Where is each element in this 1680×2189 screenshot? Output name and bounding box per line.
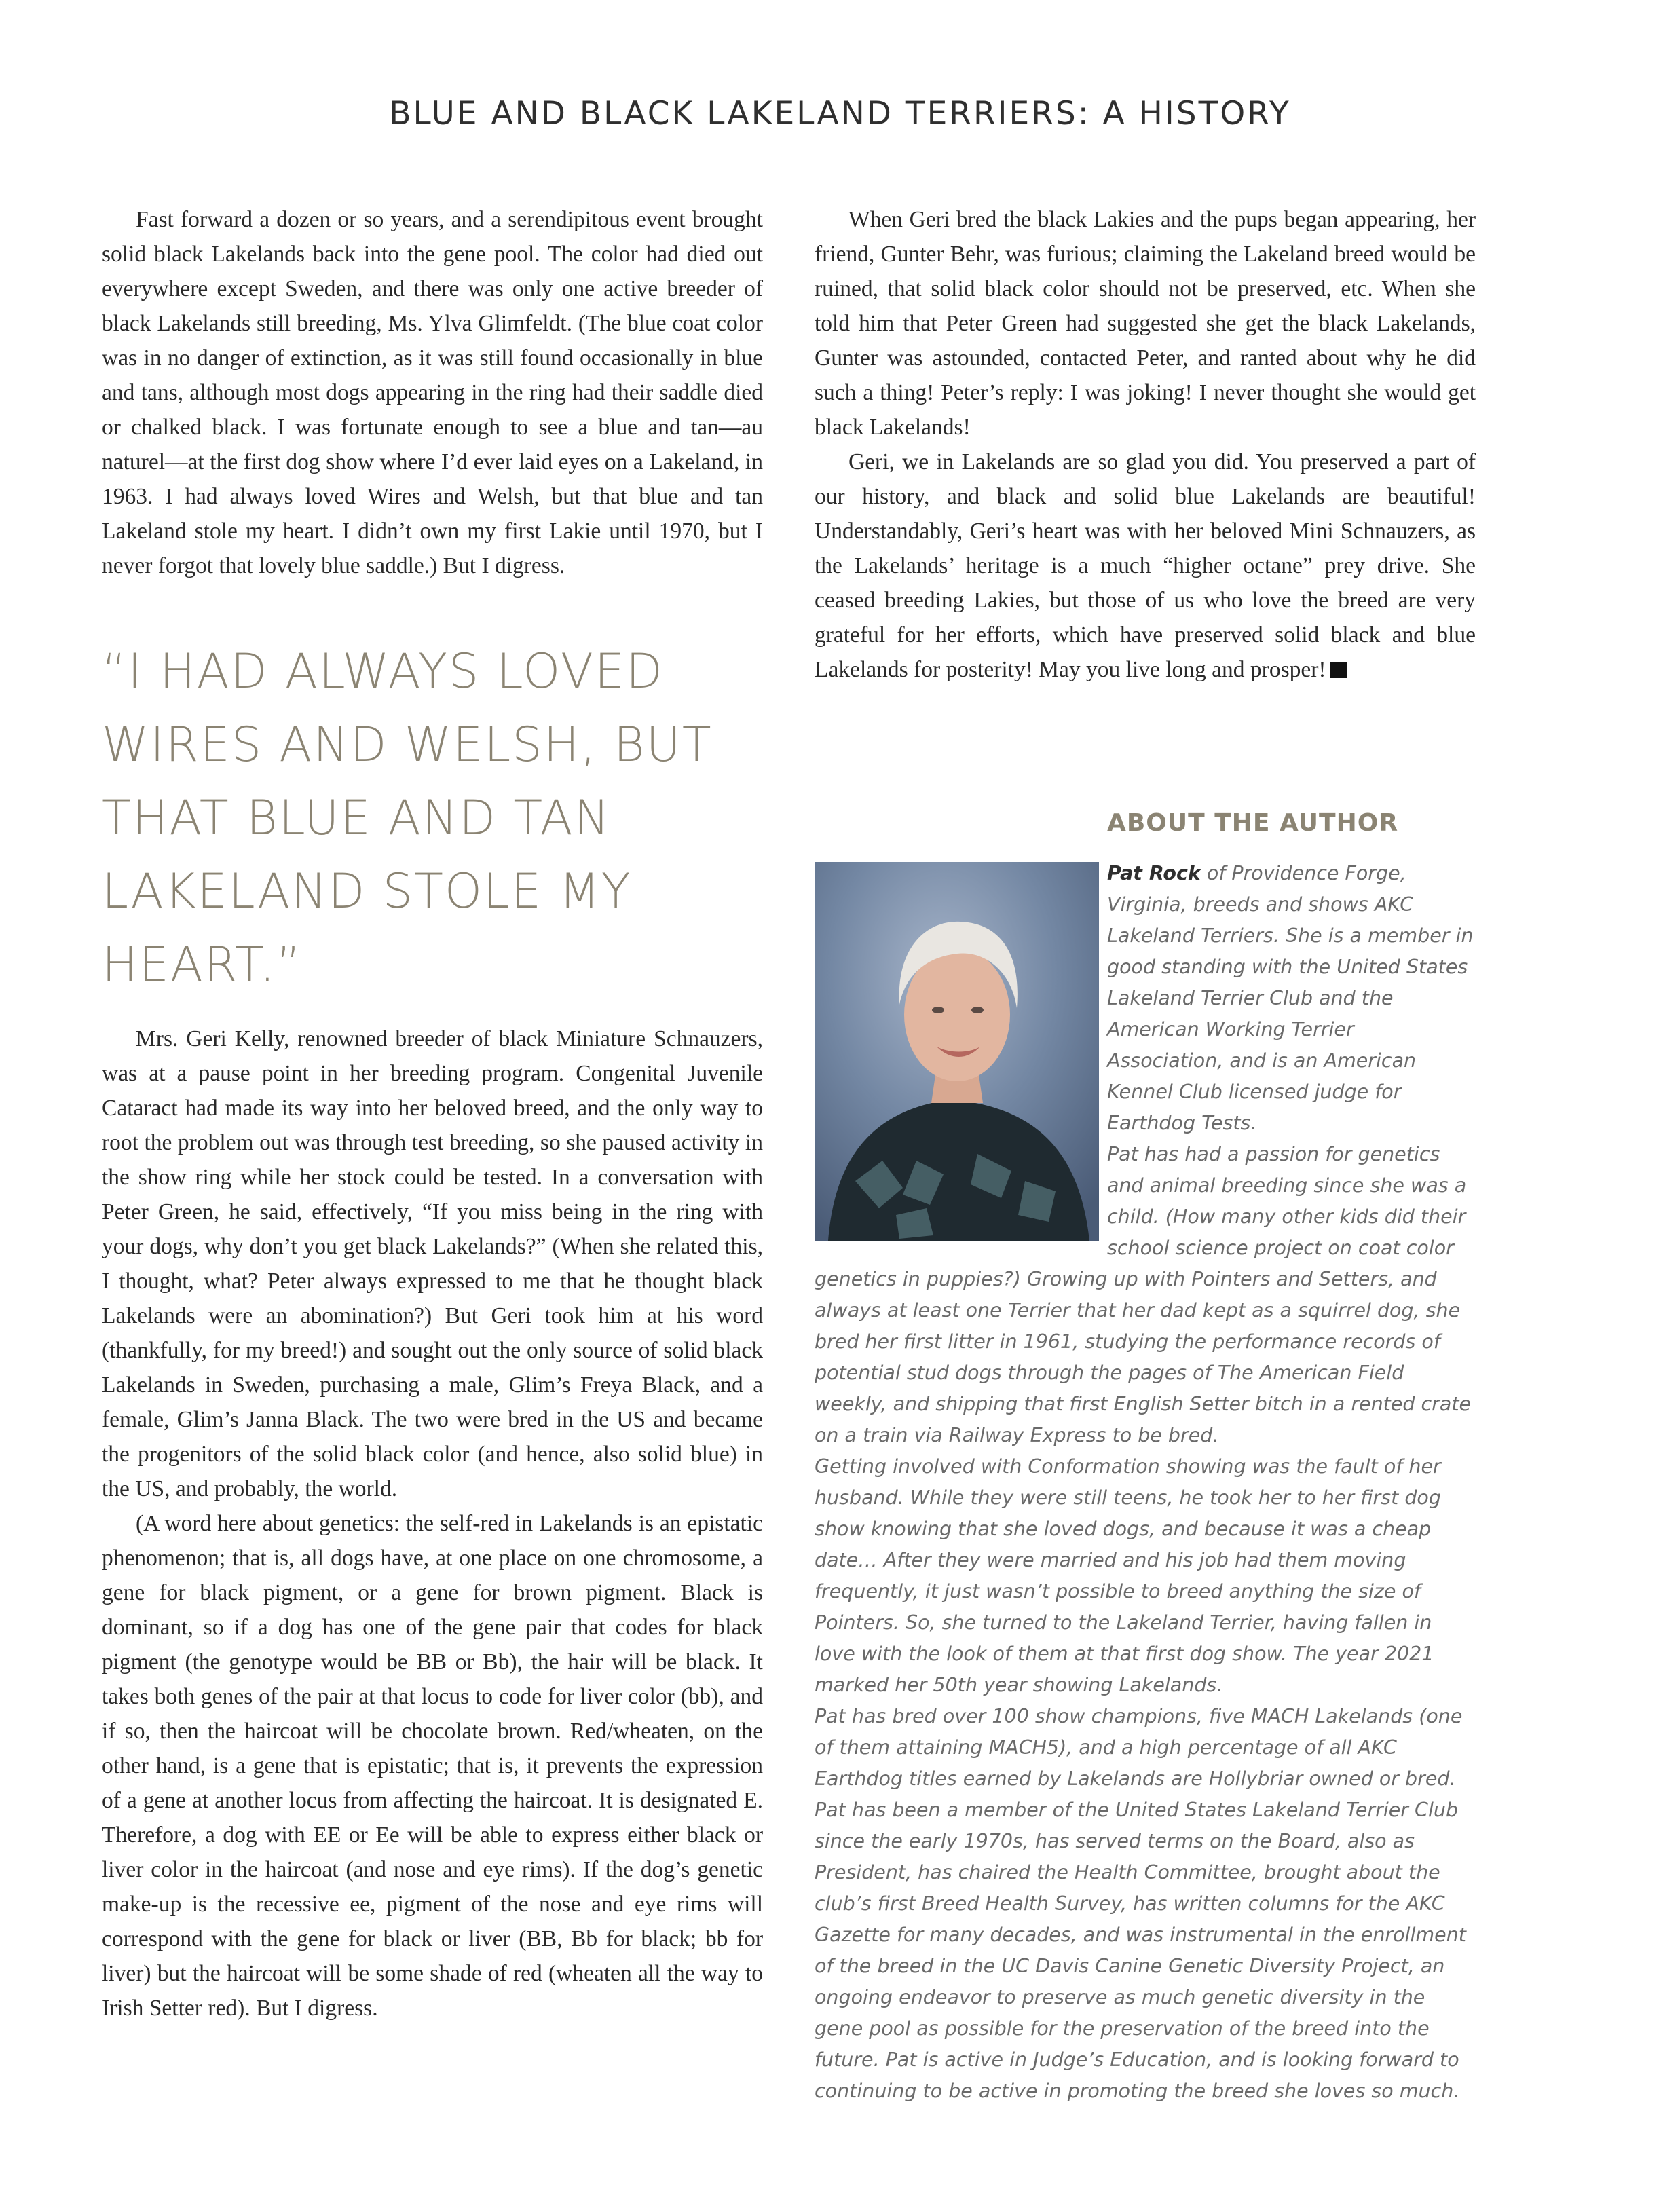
author-bio [815, 858, 1476, 2107]
bio-paragraph: Pat has had a passion for genetics and animal breeding since she was a child. (How many other kids did their school science project on coat color genetics in puppies?) Growing up with Pointers and Setters, and always at least one Terrier that her dad kept as a squirrel dog, she bred her first litter in 1961, studying the performance records of potential stud dogs through the pages of The American Field weekly, and shipping that first English Setter bitch in a rented crate on a train via Railway Express to be bred. [815, 1143, 1472, 1446]
about-author-heading: ABOUT THE AUTHOR [1107, 809, 1399, 837]
paragraph: (A word here about genetics: the self-red in Lakelands is an epistatic phenomenon; that is, all dogs have, at one place on one chromosome, a gene for black pigment, or a gene for brown pigment. Black is dominant, so if a dog has one of the gene pair that codes for black pigment (the genotype would be BB or Bb), the hair will be black. It takes both genes of the pair at that locus to code for liver color (bb), and if so, then the haircoat will be chocolate brown. Red/wheaten, on the other hand, is a gene that is epistatic; that is, it prevents the expression of a gene at another locus from affecting the haircoat. It is designated E. Therefore, a dog with EE or Ee will be able to express either black or liver color in the haircoat (and nose and eye rims). If the dog’s genetic make-up is the recessive ee, pigment of the nose and eye rims will correspond with the gene for black or liver (BB, Bb for black; bb for liver) but the haircoat will be some shade of red (wheaten all the way to Irish Setter red). But I digress. [102, 1511, 763, 2021]
bio-paragraph: Pat has been a member of the United States Lakeland Terrier Club since the early 1970s, has served terms on the Board, also as President, has chaired the Health Committee, brought about the club’s first Breed Health Survey, has written columns for the AKC Gazette for many decades, and was instrumental in the enrollment of the breed in the UC Davis Canine Genetic Diversity Project, an ongoing endeavor to preserve as much genetic diversity in the gene pool as possible for the preservation of the breed into the future. Pat is active in Judge’s Education, and is looking forward to continuing to be active in promoting the breed she loves so much. [815, 1799, 1466, 2102]
pull-quote: “I HAD ALWAYS LOVED WIRES AND WELSH, BUT THAT BLUE AND TAN LAKELAND STOLE MY HEART.” [102, 643, 713, 992]
bio-paragraph: Getting involved with Conformation showing was the fault of her husband. While they were still teens, he took her to her first dog show knowing that she loved dogs, and because it was a cheap date… After they were married and his job had them moving frequently, it just wasn’t possible to breed anything the size of Pointers. So, she turned to the Lakeland Terrier, having fallen in love with the look of them at that first dog show. The year 2021 marked her 50th year showing Lakelands. [815, 1455, 1441, 1696]
author-name: Pat Rock [1107, 862, 1201, 884]
bio-paragraph: Pat has bred over 100 show champions, five MACH Lakelands (one of them attaining MACH5), and a high percentage of all AKC Earthdog titles earned by Lakelands are Hollybriar owned or bred. [815, 1705, 1463, 1790]
paragraph: Mrs. Geri Kelly, renowned breeder of black Miniature Schnauzers, was at a pause point in her breeding program. Congenital Juvenile Cataract had made its way into her beloved breed, and the only way to root the problem out was through test breeding, so she paused activity in the show ring while her stock could be tested. In a conversation with Peter Green, he said, effectively, “If you miss being in the ring with your dogs, why don’t you get black Lakelands?” (When she related this, I thought, what? Peter always expressed to me that he thought black Lakelands were an abomination?) But Geri took him at his word (thankfully, for my breed!) and sought out the only source of solid black Lakelands in Sweden, purchasing a male, Glim’s Freya Black, and a female, Glim’s Janna Black. The two were bred in the US and became the progenitors of the solid black color (and hence, also solid blue) in the US, and probably, the world. [102, 1026, 763, 1501]
end-mark-icon [1330, 662, 1347, 678]
paragraph [815, 445, 1476, 687]
paragraph-text: Geri, we in Lakelands are so glad you did. You preserved a part of our history, and black and solid blue Lakelands are beautiful! Understandably, Geri’s heart was with her beloved Mini Schnauzers, as the Lakelands’ heritage is a much “higher octane” prey drive. She ceased breeding Lakies, but those of us who love the breed are very grateful for her efforts, which have preserved solid black and blue Lakelands for posterity! May you live long and prosper! [815, 449, 1476, 682]
paragraph: Fast forward a dozen or so years, and a serendipitous event brought solid black Lakelands back into the gene pool. The color had died out everywhere except Sweden, and there was only one active breeder of black Lakelands still breeding, Ms. Ylva Glimfeldt. (The blue coat color was in no danger of extinction, as it was still found occasionally in blue and tans, although most dogs appearing in the ring had their saddle died or chalked black. I was fortunate enough to see a blue and tan—au naturel—at the first dog show where I’d ever laid eyes on a Lakeland, in 1963. I had always loved Wires and Welsh, but that blue and tan Lakeland stole my heart. I didn’t own my first Lakie until 1970, but I never forgot that lovely blue saddle.) But I digress. [102, 207, 763, 578]
left-column-top [102, 202, 763, 583]
right-column [815, 202, 1476, 687]
page-title: BLUE AND BLACK LAKELAND TERRIERS: A HISTORY [389, 95, 1291, 132]
photo-spacer [815, 858, 1107, 1248]
bio-text: of Providence Forge, Virginia, breeds and shows AKC Lakeland Terriers. She is a member in good standing with the United States Lakeland Terrier Club and the American Working Terrier Association, and is an American Kennel Club licensed judge for Earthdog Tests. [1107, 862, 1474, 1134]
left-column-bottom [102, 1022, 763, 2025]
paragraph: When Geri bred the black Lakies and the pups began appearing, her friend, Gunter Behr, was furious; claiming the Lakeland breed would be ruined, that solid black color should not be preserved, etc. When she told him that Peter Green had suggested she get the black Lakelands, Gunter was astounded, contacted Peter, and ranted about why he did such a thing! Peter’s reply: I was joking! I never thought she would get black Lakelands! [815, 207, 1476, 440]
